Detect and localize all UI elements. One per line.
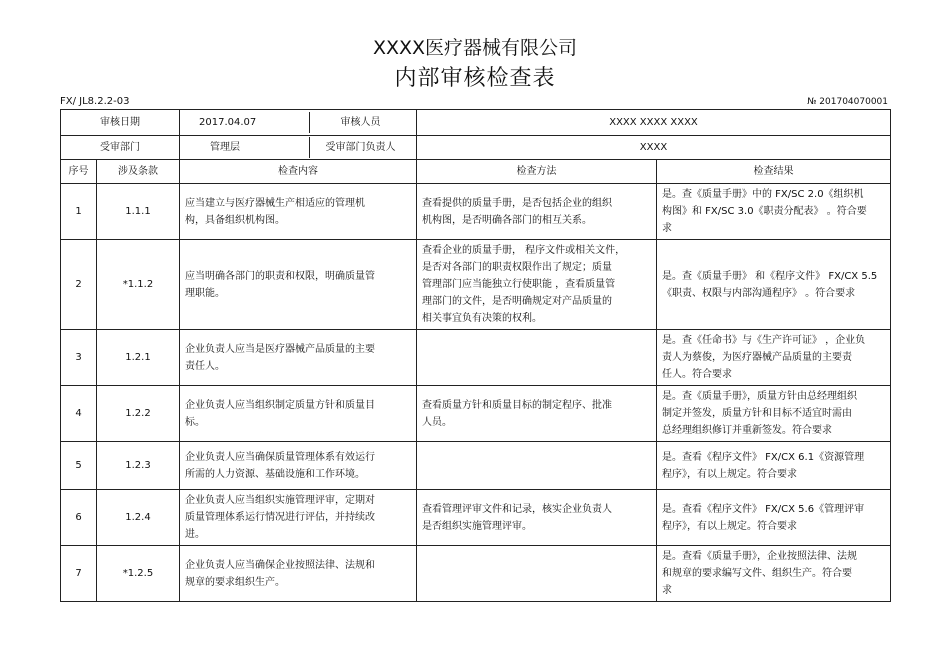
- row-content-text: 企业负责人应当组织实施管理评审，定期对 质量管理体系运行情况进行评估，并持续改 进。: [185, 495, 375, 540]
- dept-head-value: XXXX: [417, 136, 891, 160]
- row-result: [657, 184, 891, 240]
- info-row-date: [61, 110, 891, 136]
- table-row: [61, 546, 891, 602]
- row-result-text: 是。查《任命书》与《生产许可证》 ，企业负 责人为蔡俊，为医疗器械产品质量的主要责 任人。符合要求: [662, 335, 866, 380]
- audit-checklist-table: [60, 109, 891, 602]
- row-result: [657, 386, 891, 442]
- row-no: 4: [61, 386, 97, 442]
- row-no: 7: [61, 546, 97, 602]
- row-no: 3: [61, 330, 97, 386]
- table-row: [61, 490, 891, 546]
- row-result: [657, 546, 891, 602]
- row-content-text: 企业负责人应当组织制定质量方针和质量目 标。: [185, 399, 375, 428]
- row-content-text: 应当建立与医疗器械生产相适应的管理机 构，具备组织机构图。: [185, 197, 365, 226]
- row-result: [657, 240, 891, 330]
- form-code: FX/ JL8.2.2-03: [60, 96, 130, 107]
- table-row: [61, 184, 891, 240]
- row-content: [180, 184, 417, 240]
- company-name: XXXX医疗器械有限公司: [372, 37, 578, 59]
- row-content-text: 企业负责人应当是医疗器械产品质量的主要 责任人。: [185, 343, 375, 372]
- row-result-text: 是。查《质量手册》，质量方针由总经理组织 制定并签发，质量方针和目标不适宜时需由 总经理组织修订并重新签发。符合要求: [662, 391, 857, 436]
- audit-date-label: 审核日期: [61, 110, 180, 136]
- row-method-text: 查看提供的质量手册，是否包括企业的组织 机构图，是否明确各部门的相互关系。: [422, 197, 612, 226]
- dept-label: 受审部门: [61, 136, 180, 160]
- row-method-text: 查看管理评审文件和记录，核实企业负责人 是否组织实施管理评审。: [422, 503, 612, 532]
- info-row-dept: [61, 136, 891, 160]
- row-clause: 1.2.2: [97, 386, 180, 442]
- row-no: 1: [61, 184, 97, 240]
- row-no: 5: [61, 442, 97, 490]
- row-clause: 1.2.4: [97, 490, 180, 546]
- row-result-text: 是。查《质量手册》 和《程序文件》 FX/CX 5.5 《职责、权限与内部沟通程序》 。符合要求: [662, 270, 878, 299]
- dept-head-label: 受审部门负责人: [309, 137, 411, 158]
- row-result-text: 是。查看《质量手册》，企业按照法律、法规 和规章的要求编写文件、组织生产。符合要 求: [662, 551, 857, 596]
- audit-date-value: [180, 110, 417, 136]
- row-clause: *1.2.5: [97, 546, 180, 602]
- column-header-row: [61, 160, 891, 184]
- row-method: [417, 184, 657, 240]
- row-result: [657, 442, 891, 490]
- table-row: [61, 442, 891, 490]
- row-method: [417, 442, 657, 490]
- document-title: 内部审核检查表: [394, 66, 556, 91]
- serial-number: № 201704070001: [807, 97, 888, 107]
- table-row: [61, 386, 891, 442]
- row-method: [417, 546, 657, 602]
- row-result: [657, 330, 891, 386]
- row-content: [180, 240, 417, 330]
- row-clause: 1.2.3: [97, 442, 180, 490]
- table-row: [61, 240, 891, 330]
- row-content-text: 应当明确各部门的职责和权限，明确质量管 理职能。: [185, 270, 375, 299]
- row-method: [417, 386, 657, 442]
- row-clause: 1.1.1: [97, 184, 180, 240]
- dept-text: 管理层: [210, 142, 240, 153]
- auditor-value: XXXX XXXX XXXX: [417, 110, 891, 136]
- row-method: [417, 330, 657, 386]
- col-header-clause: 涉及条款: [97, 160, 180, 184]
- row-result-text: 是。查《质量手册》中的 FX/SC 2.0《组织机 构图》和 FX/SC 3.0《职责分配表》 。符合要 求: [662, 189, 867, 234]
- table-row: [61, 330, 891, 386]
- auditor-label: 审核人员: [309, 112, 411, 133]
- row-method: [417, 490, 657, 546]
- col-header-result: 检查结果: [657, 160, 891, 184]
- row-content: [180, 330, 417, 386]
- row-method-text: 查看质量方针和质量目标的制定程序、批准 人员。: [422, 399, 612, 428]
- row-result-text: 是。查看《程序文件》 FX/CX 5.6《管理评审 程序》，有以上规定。符合要求: [662, 503, 865, 532]
- row-no: 6: [61, 490, 97, 546]
- row-content: [180, 546, 417, 602]
- row-content-text: 企业负责人应当确保质量管理体系有效运行 所需的人力资源、基础设施和工作环境。: [185, 451, 375, 480]
- row-method-text: 查看企业的质量手册， 程序文件或相关文件， 是否对各部门的职责权限作出了规定；质量 管理部门应当能独立行使职能 ，查看质量管 理部门的文件，是否明确规定对产品质量的 相关事宜负有决策的权利。: [422, 245, 626, 324]
- row-content: [180, 442, 417, 490]
- row-clause: *1.1.2: [97, 240, 180, 330]
- row-result: [657, 490, 891, 546]
- audit-date-text: 2017.04.07: [199, 117, 257, 128]
- row-content: [180, 386, 417, 442]
- col-header-no: 序号: [61, 160, 97, 184]
- dept-value: [180, 136, 417, 160]
- row-method: [417, 240, 657, 330]
- row-result-text: 是。查看《程序文件》 FX/CX 6.1《资源管理 程序》，有以上规定。符合要求: [662, 451, 865, 480]
- col-header-content: 检查内容: [180, 160, 417, 184]
- row-content: [180, 490, 417, 546]
- row-content-text: 企业负责人应当确保企业按照法律、法规和 规章的要求组织生产。: [185, 559, 375, 588]
- row-no: 2: [61, 240, 97, 330]
- row-clause: 1.2.1: [97, 330, 180, 386]
- col-header-method: 检查方法: [417, 160, 657, 184]
